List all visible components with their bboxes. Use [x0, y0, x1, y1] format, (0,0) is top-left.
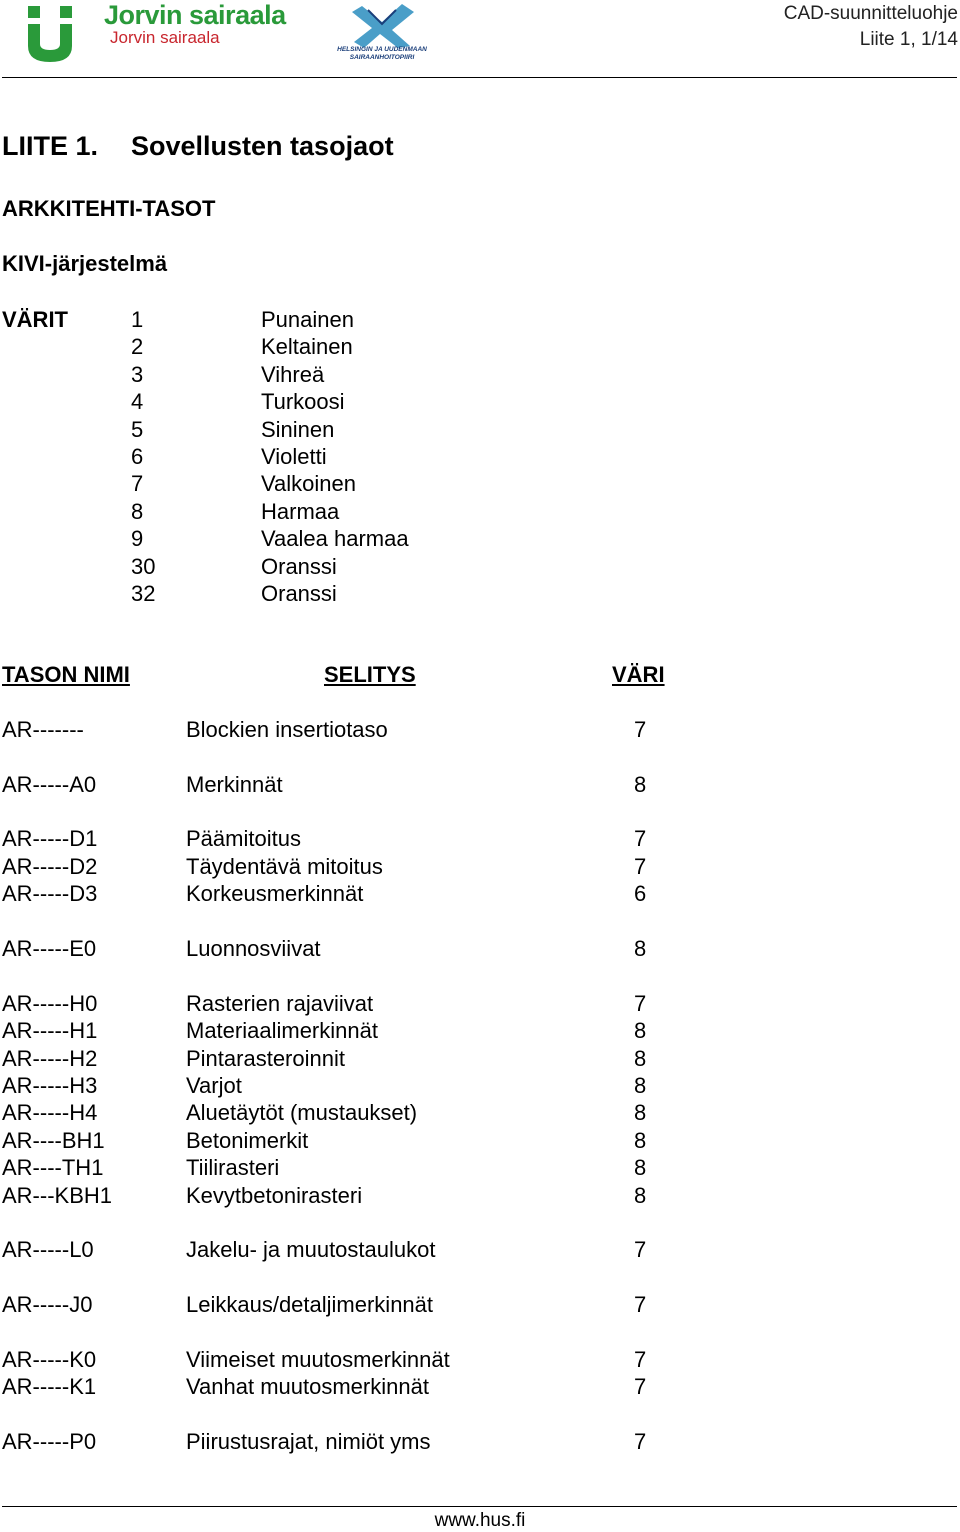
layer-description: Materiaalimerkinnät — [186, 1018, 378, 1043]
color-name: Violetti — [261, 444, 327, 469]
column-header-description: SELITYS — [324, 662, 416, 687]
layer-code: AR------- — [2, 717, 84, 742]
document-name: CAD-suunnitteluohje — [783, 3, 958, 24]
layer-code: AR-----L0 — [2, 1237, 94, 1262]
color-number: 5 — [131, 416, 144, 442]
layer-description: Tiilirasteri — [186, 1155, 280, 1180]
layer-code: AR---KBH1 — [2, 1183, 113, 1208]
layer-code: AR-----A0 — [2, 772, 97, 797]
color-number: 6 — [131, 444, 144, 469]
header-divider — [2, 77, 957, 78]
layer-code: AR-----H1 — [2, 1018, 98, 1043]
logo-subtitle: Jorvin sairaala — [110, 28, 220, 47]
layer-code: AR----BH1 — [2, 1128, 105, 1153]
layer-description: Vanhat muutosmerkinnät — [186, 1374, 429, 1399]
color-name: Oranssi — [261, 553, 337, 579]
layer-color: 7 — [634, 1429, 647, 1454]
color-number: 4 — [131, 389, 144, 415]
color-name: Valkoinen — [261, 471, 356, 497]
layer-color: 8 — [634, 1073, 647, 1098]
layer-code: AR-----D3 — [2, 881, 98, 906]
layer-code: AR-----K0 — [2, 1347, 97, 1372]
layer-color: 7 — [634, 1374, 647, 1399]
color-number: 8 — [131, 498, 144, 524]
layer-description: Korkeusmerkinnät — [186, 881, 364, 906]
layer-code: AR-----K1 — [2, 1374, 97, 1399]
layer-code: AR----TH1 — [2, 1155, 104, 1180]
layer-description: Täydentävä mitoitus — [186, 854, 383, 879]
layer-description: Leikkaus/detaljimerkinnät — [186, 1292, 434, 1317]
layer-description: Varjot — [186, 1073, 242, 1098]
footer-url: www.hus.fi — [434, 1510, 526, 1531]
page-number: Liite 1, 1/14 — [859, 29, 958, 50]
layer-code: AR-----E0 — [2, 936, 97, 961]
column-header-color: VÄRI — [612, 662, 665, 687]
layer-description: Luonnosviivat — [186, 936, 321, 961]
color-name: Vaalea harmaa — [261, 526, 409, 552]
appendix-label: LIITE 1. — [2, 131, 99, 161]
layer-code: AR-----D1 — [2, 826, 98, 851]
color-number: 9 — [131, 526, 144, 552]
hospital-u-logo-icon — [28, 6, 72, 62]
layer-color: 6 — [634, 881, 647, 906]
layer-color: 7 — [634, 1292, 647, 1317]
layer-color: 7 — [634, 1237, 647, 1262]
layer-color: 7 — [634, 991, 647, 1016]
color-name: Vihreä — [261, 361, 325, 387]
color-name: Keltainen — [261, 334, 353, 360]
color-name: Harmaa — [261, 498, 340, 524]
system-title: KIVI-järjestelmä — [2, 251, 168, 276]
color-number: 3 — [131, 361, 144, 387]
layer-description: Rasterien rajaviivat — [186, 991, 374, 1016]
layer-color: 8 — [634, 1183, 647, 1208]
layer-description: Pintarasteroinnit — [186, 1046, 345, 1071]
color-number: 30 — [131, 553, 156, 579]
color-number: 32 — [131, 581, 156, 606]
layer-color: 8 — [634, 1100, 647, 1125]
layer-description: Jakelu- ja muutostaulukot — [186, 1237, 436, 1262]
layer-code: AR-----J0 — [2, 1292, 93, 1317]
colors-label: VÄRIT — [2, 307, 68, 332]
color-name: Oranssi — [261, 581, 337, 606]
layer-code: AR-----P0 — [2, 1429, 97, 1454]
color-name: Turkoosi — [261, 389, 345, 415]
section-title: ARKKITEHTI-TASOT — [2, 196, 216, 221]
layer-description: Betonimerkit — [186, 1128, 309, 1153]
layer-description: Aluetäytöt (mustaukset) — [186, 1100, 418, 1125]
layer-color: 8 — [634, 1018, 647, 1043]
color-name: Punainen — [261, 307, 354, 332]
column-header-layer-name: TASON NIMI — [2, 662, 130, 687]
layer-code: AR-----D2 — [2, 854, 98, 879]
layer-color: 8 — [634, 1155, 647, 1180]
layer-code: AR-----H0 — [2, 991, 98, 1016]
layer-color: 7 — [634, 854, 647, 879]
color-number: 2 — [131, 334, 144, 360]
layer-color: 8 — [634, 936, 647, 961]
logo-title: Jorvin sairaala — [104, 0, 286, 30]
layer-color: 7 — [634, 826, 647, 851]
layer-description: Päämitoitus — [186, 826, 301, 851]
layer-description: Merkinnät — [186, 772, 283, 797]
appendix-title: Sovellusten tasojaot — [131, 131, 394, 161]
layer-color: 8 — [634, 1128, 647, 1153]
layer-description: Piirustusrajat, nimiöt yms — [186, 1429, 431, 1454]
layer-color: 8 — [634, 1046, 647, 1071]
layer-code: AR-----H4 — [2, 1100, 98, 1125]
layer-color: 7 — [634, 1347, 647, 1372]
layer-code: AR-----H2 — [2, 1046, 98, 1071]
color-number: 1 — [131, 307, 144, 332]
layer-color: 8 — [634, 772, 647, 797]
layer-description: Kevytbetonirasteri — [186, 1183, 363, 1208]
layer-color: 7 — [634, 717, 647, 742]
layer-code: AR-----H3 — [2, 1073, 98, 1098]
color-name: Sininen — [261, 416, 335, 442]
hus-logo-caption: HELSINGIN JA UUDENMAAN SAIRAANHOITOPIIRI — [337, 46, 427, 61]
footer-divider — [2, 1506, 957, 1507]
layer-description: Viimeiset muutosmerkinnät — [186, 1347, 450, 1372]
color-number: 7 — [131, 471, 144, 497]
layer-description: Blockien insertiotaso — [186, 717, 388, 742]
